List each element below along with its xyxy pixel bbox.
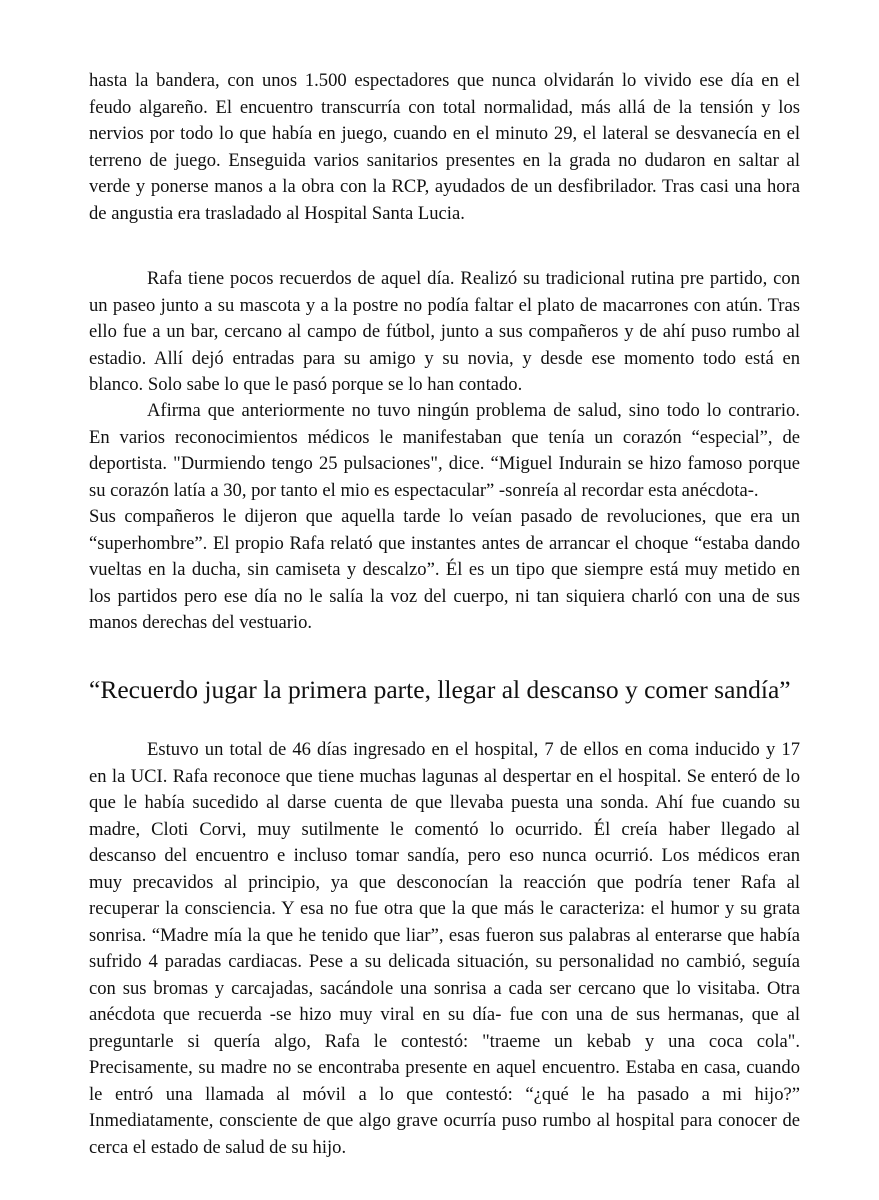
paragraph-line: ello fue a un bar, cercano al campo de fútbol, junto a sus compañeros y de ahí puso rumbo al xyxy=(89,321,800,342)
paragraph-line: con sus bromas y carcajadas, sacándole una sonrisa a cada ser cercano que lo visitaba. Otra xyxy=(89,977,800,999)
paragraph-line: hasta la bandera, con unos 1.500 espectadores que nunca olvidarán lo vivido ese día en el xyxy=(89,70,800,91)
paragraph-line: su corazón latía a 30, por tanto el mio es espectacular” -sonreía al recordar esta anécdota-. xyxy=(89,479,759,501)
paragraph-line: que le había sucedido al darse cuenta de que llevaba puesta una sonda. Ahí fue cuando su xyxy=(89,792,800,813)
paragraph-line: anécdota que recuerda -se hizo muy viral en su día- fue con una de sus hermanas, que al xyxy=(89,1004,800,1025)
paragraph-line: le entró una llamada al móvil a lo que contestó: “¿qué le ha pasado a mi hijo?” xyxy=(89,1083,800,1105)
paragraph-line: preguntarle si quería algo, Rafa le contestó: "traeme un kebab y una coca cola". xyxy=(89,1030,800,1052)
paragraph-line: feudo algareño. El encuentro transcurría con total normalidad, más allá de la tensión y los xyxy=(89,96,800,118)
paragraph-line: Precisamente, su madre no se encontraba presente en aquel encuentro. Estaba en casa, cuando xyxy=(89,1057,800,1078)
paragraph-line: los partidos pero ese día no le salía la voz del cuerpo, ni tan siquiera charló con una de sus xyxy=(89,585,800,607)
paragraph-line: sufrido 4 paradas cardiacas. Pese a su delicada situación, su personalidad no cambió, seguía xyxy=(89,951,800,972)
paragraph-line: blanco. Solo sabe lo que le pasó porque se lo han contado. xyxy=(89,374,523,395)
paragraph-line: descanso del encuentro e incluso tomar sandía, pero eso nunca ocurrió. Los médicos eran xyxy=(89,845,800,866)
paragraph-line: Rafa tiene pocos recuerdos de aquel día. Realizó su tradicional rutina pre partido, con xyxy=(147,268,800,289)
paragraph-line: terreno de juego. Enseguida varios sanitarios presentes en la grada no dudaron en saltar al xyxy=(89,149,800,171)
paragraph-line: vueltas en la ducha, sin camiseta y descalzo”. Él es un tipo que siempre está muy metido en xyxy=(89,559,800,580)
paragraph-line: muy precavidos al principio, ya que desconocían la reacción que podría tener Rafa al xyxy=(89,871,800,893)
paragraph-line: sonrisa. “Madre mía la que he tenido que liar”, esas fueron sus palabras al enterarse que había xyxy=(89,924,800,946)
paragraph-line: recuperar la consciencia. Y esa no fue otra que la que más le caracteriza: el humor y su grata xyxy=(89,898,800,919)
paragraph-1 xyxy=(89,68,800,227)
paragraph-line: nervios por todo lo que había en juego, cuando en el minuto 29, el lateral se desvanecía en el xyxy=(89,123,800,144)
paragraph-line: “superhombre”. El propio Rafa relató que instantes antes de arrancar el choque “estaba dando xyxy=(89,532,800,554)
paragraph-line: madre, Cloti Corvi, muy sutilmente le comentó lo ocurrido. Él creía haber llegado al xyxy=(89,818,800,840)
paragraph-2 xyxy=(89,266,800,399)
paragraph-line: estadio. Allí dejó entradas para su amigo y su novia, y desde ese momento todo está en xyxy=(89,347,800,369)
paragraph-line: En varios reconocimientos médicos le manifestaban que tenía un corazón “especial”, de xyxy=(89,426,800,448)
paragraph-line: Afirma que anteriormente no tuvo ningún problema de salud, sino todo lo contrario. xyxy=(147,400,800,421)
paragraph-3 xyxy=(89,398,800,637)
paragraph-line: deportista. "Durmiendo tengo 25 pulsaciones", dice. “Miguel Indurain se hizo famoso porque xyxy=(89,453,800,474)
section-heading: “Recuerdo jugar la primera parte, llegar al descanso y comer sandía” xyxy=(89,675,791,704)
paragraph-line: Sus compañeros le dijeron que aquella tarde lo veían pasado de revoluciones, que era un xyxy=(89,506,800,527)
paragraph-line: cerca el estado de salud de su hijo. xyxy=(89,1136,347,1158)
paragraph-4 xyxy=(89,737,800,1161)
paragraph-line: Inmediatamente, consciente de que algo grave ocurría puso rumbo al hospital para conocer de xyxy=(89,1110,800,1131)
paragraph-line: manos derechas del vestuario. xyxy=(89,612,313,633)
paragraph-line: de angustia era trasladado al Hospital Santa Lucia. xyxy=(89,202,465,224)
paragraph-line: verde y ponerse manos a la obra con la RCP, ayudados de un desfibrilador. Tras casi una hora xyxy=(89,176,800,197)
paragraph-line: un paseo junto a su mascota y a la postre no podía faltar el plato de macarrones con atún. Tras xyxy=(89,294,800,316)
paragraph-line: Estuvo un total de 46 días ingresado en el hospital, 7 de ellos en coma inducido y 17 xyxy=(147,739,800,760)
paragraph-line: en la UCI. Rafa reconoce que tiene muchas lagunas al despertar en el hospital. Se enteró de lo xyxy=(89,765,800,787)
